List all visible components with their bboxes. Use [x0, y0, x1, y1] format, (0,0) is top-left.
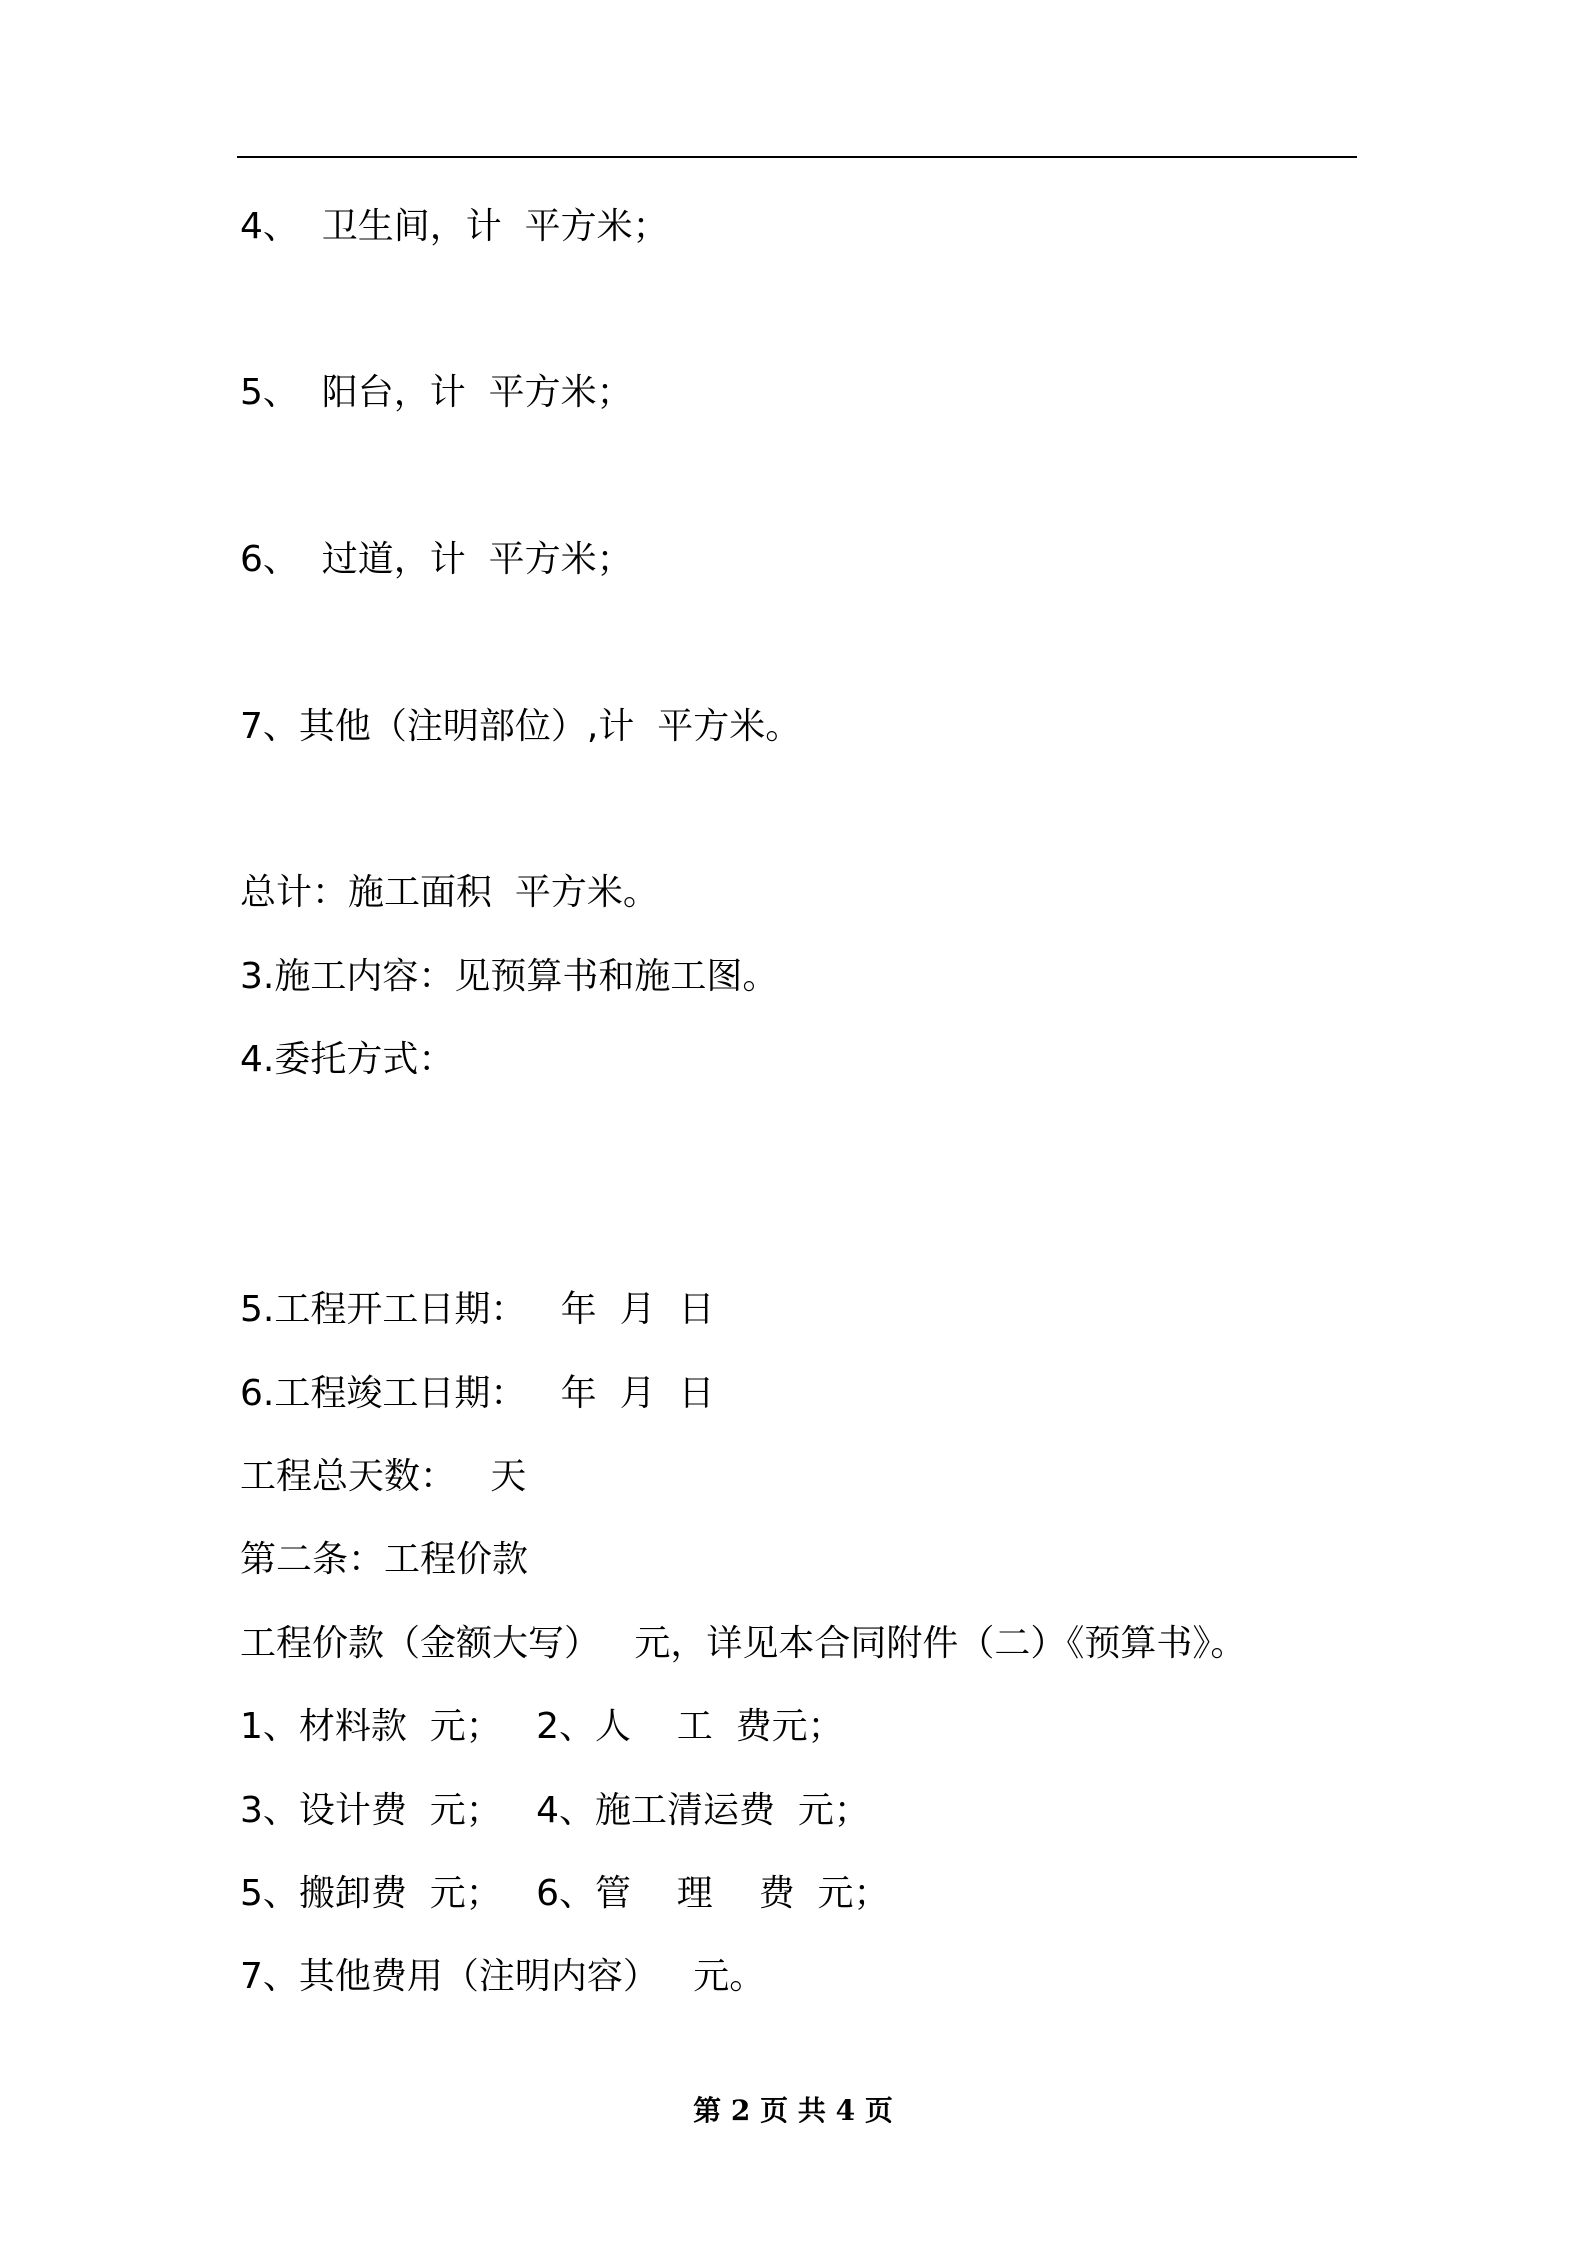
fee-line-3: 5、搬卸费 元； 6、管 理 费 元； [240, 1873, 890, 1914]
total-days: 工程总天数： 天 [240, 1456, 527, 1497]
header-rule [237, 156, 1357, 158]
article-two-heading: 第二条：工程价款 [240, 1539, 529, 1580]
page-number-footer: 第 2 页 共 4 页 [693, 2094, 893, 2127]
fee-line-2: 3、设计费 元； 4、施工清运费 元； [240, 1790, 870, 1831]
area-item-bathroom: 4、 卫生间，计 平方米； [240, 206, 669, 247]
project-price: 工程价款（金额大写） 元，详见本合同附件（二）《预算书》。 [240, 1623, 1247, 1664]
total-area: 总计：施工面积 平方米。 [240, 872, 659, 913]
area-item-corridor: 6、 过道，计 平方米； [240, 539, 633, 580]
completion-date: 6.工程竣工日期： 年 月 日 [240, 1373, 715, 1414]
construction-content: 3.施工内容：见预算书和施工图。 [240, 956, 779, 997]
fee-line-4: 7、其他费用（注明内容） 元。 [240, 1956, 766, 1997]
commission-method: 4.委托方式： [240, 1039, 455, 1080]
area-item-balcony: 5、 阳台，计 平方米； [240, 372, 633, 413]
area-item-other: 7、其他（注明部位）,计 平方米。 [240, 706, 802, 747]
start-date: 5.工程开工日期： 年 月 日 [240, 1289, 715, 1330]
fee-line-1: 1、材料款 元； 2、人 工 费元； [240, 1706, 844, 1747]
